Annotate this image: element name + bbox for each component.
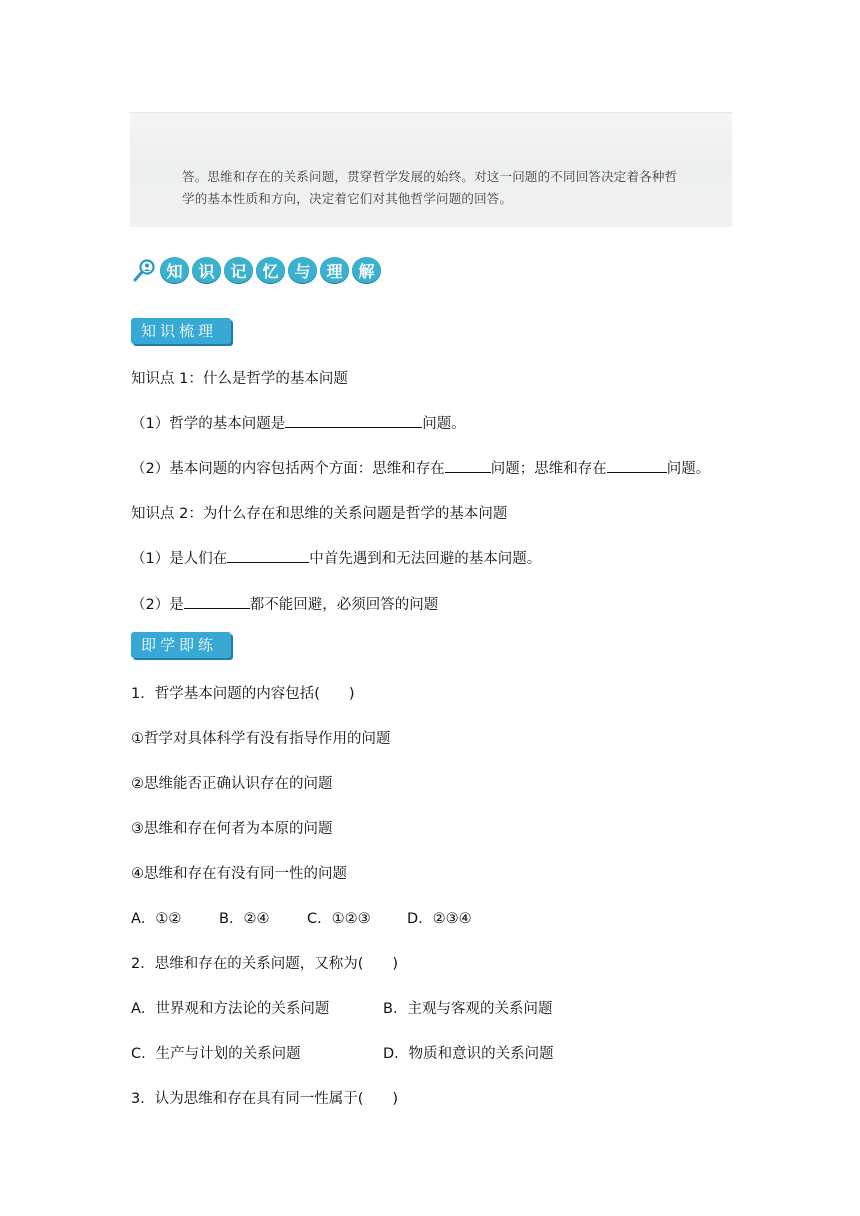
banner-title: [160, 257, 381, 283]
q1-item: ②思维能否正确认识存在的问题: [131, 776, 333, 792]
banner-char: 知: [160, 257, 189, 283]
kp1-question-2: （2）基本问题的内容包括两个方面：思维和存在 问题；思维和存在 问题。: [131, 457, 710, 478]
option-c[interactable]: C．①②③: [307, 911, 371, 927]
q2-options-row-1: [131, 997, 552, 1018]
option-b[interactable]: B．②④: [219, 911, 270, 927]
option-d[interactable]: D．②③④: [407, 911, 472, 927]
question-1: 1．哲学基本问题的内容包括( ): [131, 686, 355, 702]
banner-char: 识: [192, 257, 221, 283]
option-a[interactable]: A．①②: [131, 911, 182, 927]
answer-blank[interactable]: [184, 594, 250, 609]
excerpt-line-2: 学的基本性质和方向，决定着它们对其他哲学问题的回答。: [182, 191, 513, 206]
magnifier-person-icon: [133, 258, 157, 282]
scanned-excerpt: [130, 112, 732, 227]
q1-item: ③思维和存在何者为本原的问题: [131, 821, 333, 837]
tag-knowledge-review: 知识梳理: [131, 318, 231, 344]
banner-char: 理: [320, 257, 349, 283]
kp2-question-1: （1）是人们在 中首先遇到和无法回避的基本问题。: [131, 547, 541, 568]
answer-blank[interactable]: [285, 413, 422, 428]
excerpt-line-1: 答。思维和存在的关系问题，贯穿哲学发展的始终。对这一问题的不同回答决定着各种哲: [182, 169, 678, 184]
kp1-question-1: （1）哲学的基本问题是 问题。: [131, 412, 466, 433]
q1-options: [131, 907, 472, 928]
option-b[interactable]: B．主观与客观的关系问题: [383, 1001, 553, 1017]
answer-blank[interactable]: [227, 548, 309, 563]
kp2-title: 知识点 2：为什么存在和思维的关系问题是哲学的基本问题: [131, 506, 508, 522]
answer-blank[interactable]: [607, 458, 667, 473]
option-d[interactable]: D．物质和意识的关系问题: [383, 1046, 554, 1062]
option-a[interactable]: A．世界观和方法论的关系问题: [131, 1001, 330, 1017]
banner-char: 忆: [256, 257, 285, 283]
kp2-question-2: （2）是 都不能回避，必须回答的问题: [131, 593, 438, 614]
q2-options-row-2: [131, 1042, 554, 1063]
section-banner: [133, 257, 381, 283]
question-3: 3．认为思维和存在具有同一性属于( ): [131, 1091, 399, 1107]
banner-char: 与: [288, 257, 317, 283]
q1-item: ①哲学对具体科学有没有指导作用的问题: [131, 731, 391, 747]
tag-practice: 即学即练: [131, 632, 231, 658]
option-c[interactable]: C．生产与计划的关系问题: [131, 1046, 301, 1062]
question-2: 2．思维和存在的关系问题，又称为( ): [131, 956, 399, 972]
answer-blank[interactable]: [445, 458, 491, 473]
banner-char: 解: [352, 257, 381, 283]
banner-char: 记: [224, 257, 253, 283]
kp1-title: 知识点 1：什么是哲学的基本问题: [131, 371, 348, 387]
q1-item: ④思维和存在有没有同一性的问题: [131, 866, 347, 882]
